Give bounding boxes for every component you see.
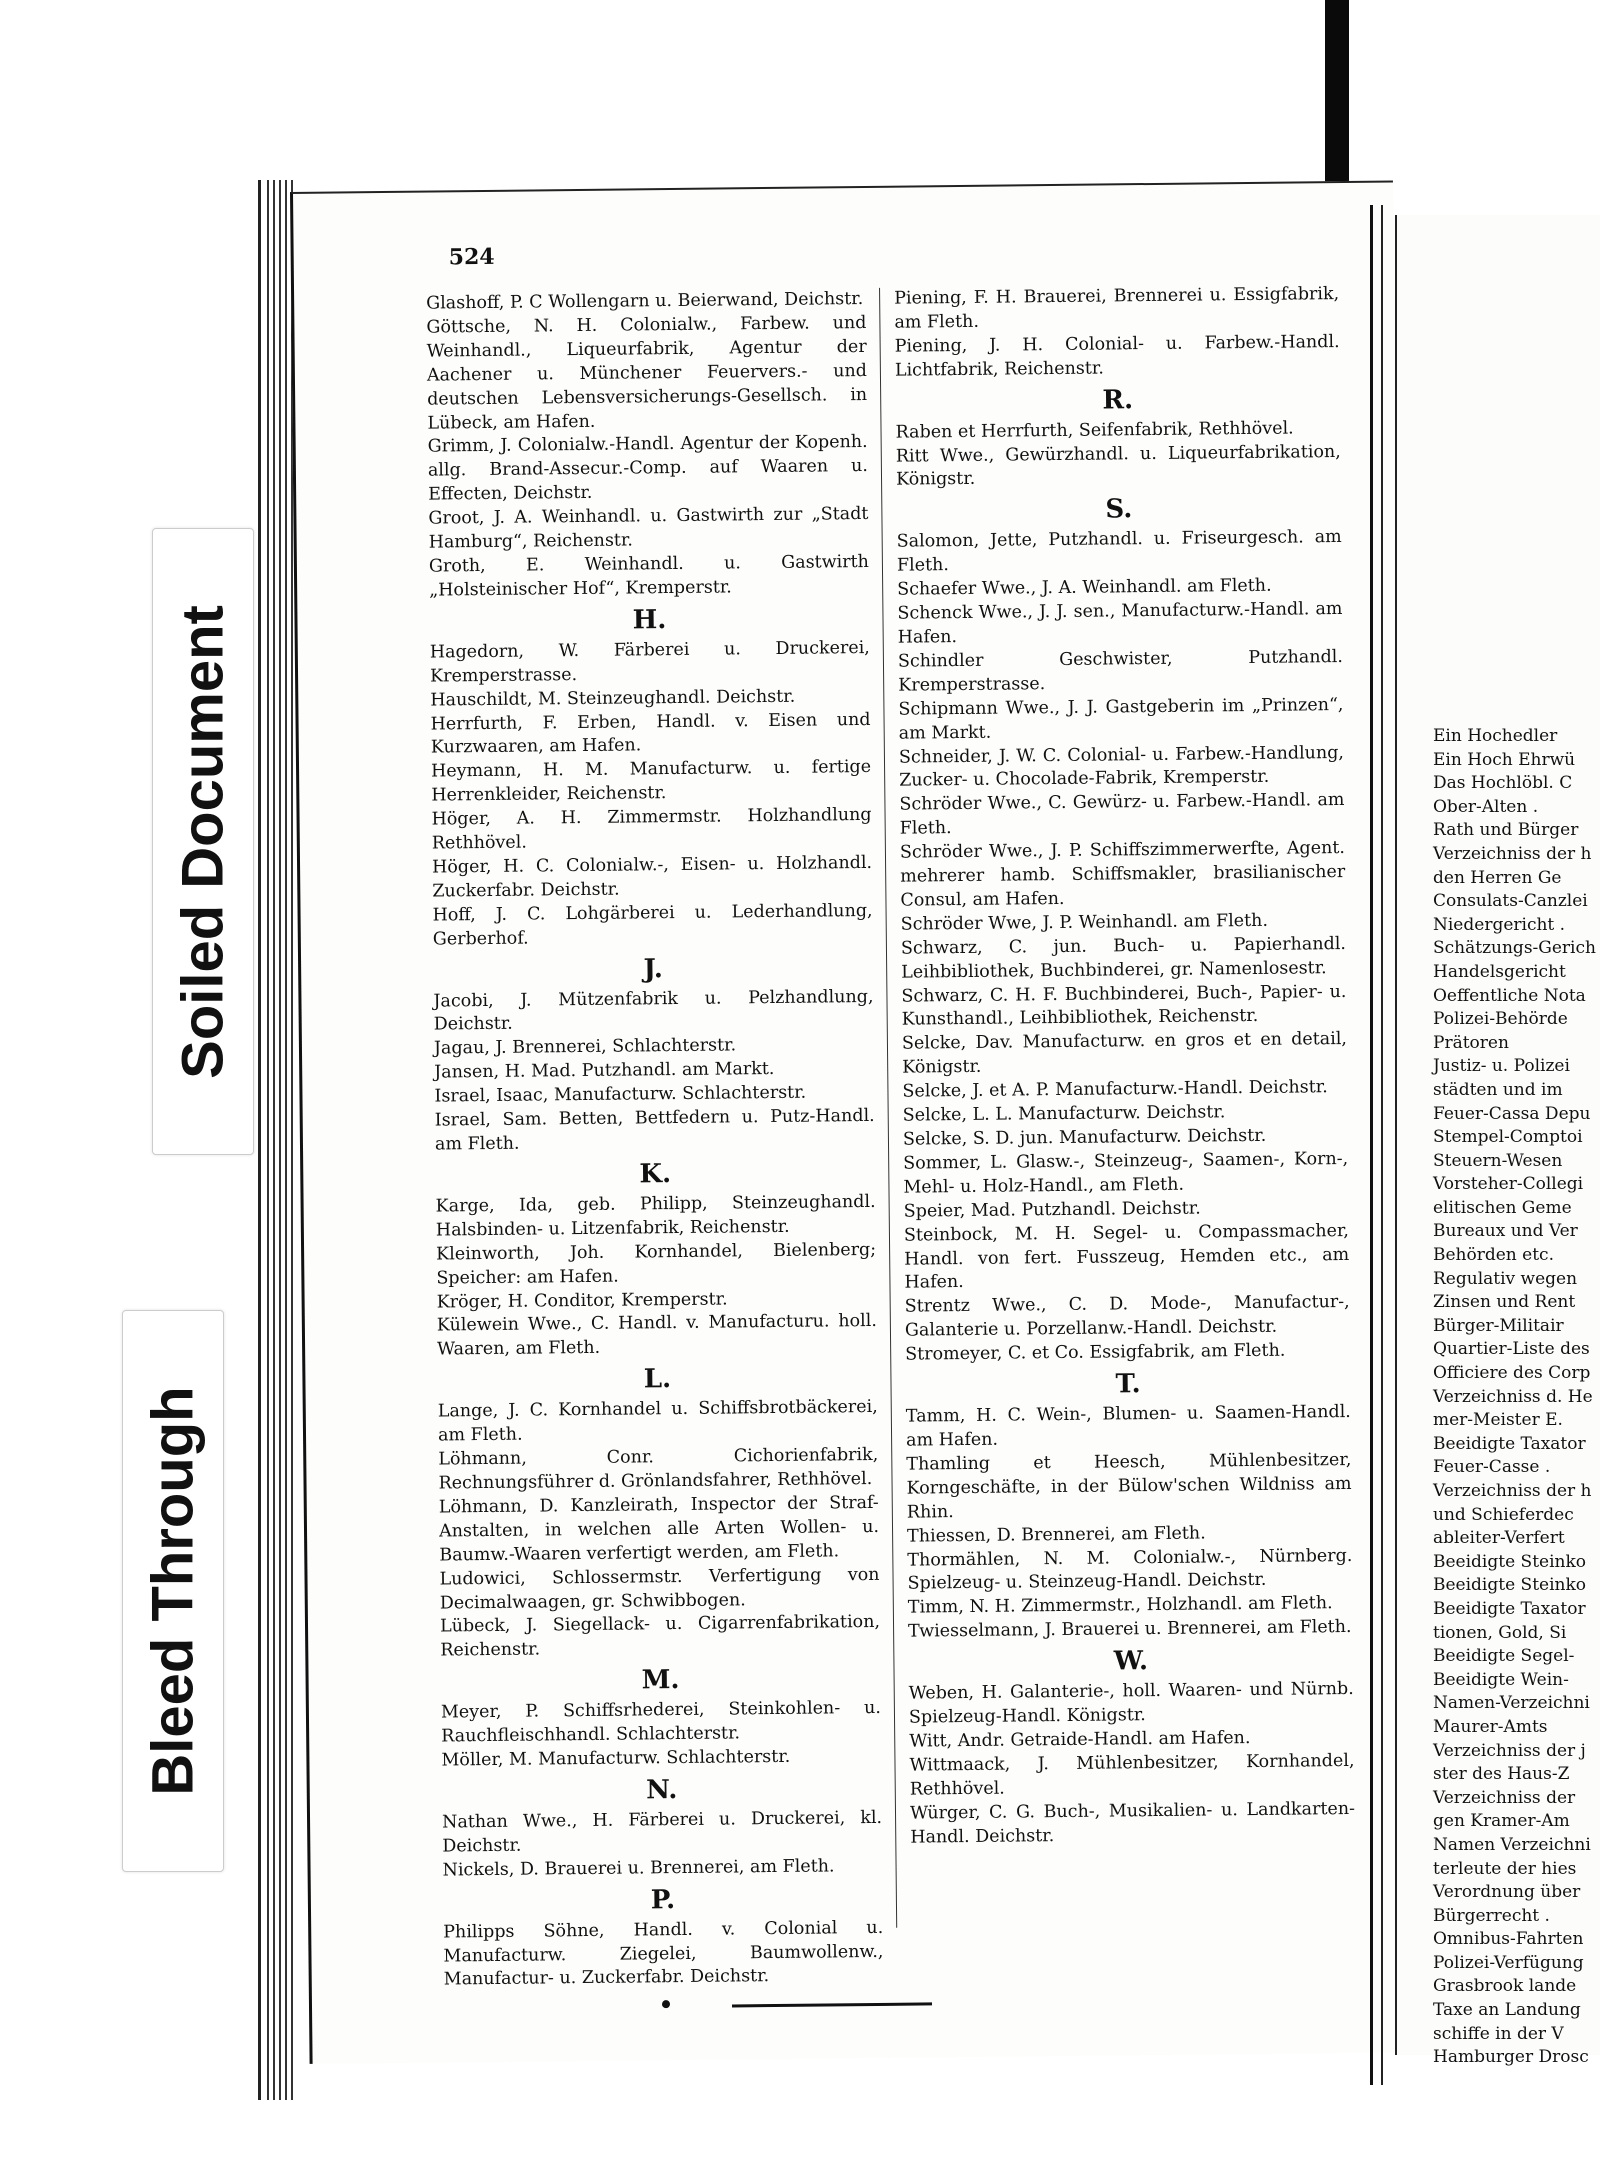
page-number: 524 xyxy=(448,243,495,271)
directory-entry: Hoff, J. C. Lohgärberei u. Lederhandlung, Gerberhof. xyxy=(432,900,873,950)
index-line: Beeidigte Segel- xyxy=(1433,1646,1575,1667)
section-letter: T. xyxy=(1115,1369,1141,1400)
directory-entry: Herrfurth, F. Erben, Handl. v. Eisen und Kurzwaaren, am Hafen. xyxy=(430,709,871,758)
index-line: Feuer-Casse . xyxy=(1433,1457,1551,1478)
directory-entry: Glashoff, P. C Wollengarn u. Beierwand, Deichstr. xyxy=(426,289,864,314)
directory-entry: Wittmaack, J. Mühlenbesitzer, Kornhandel, Rethhövel. xyxy=(909,1750,1355,1800)
index-line: Handelsgericht xyxy=(1433,961,1566,982)
index-line: Ober-Alten . xyxy=(1433,796,1539,817)
section-letter: N. xyxy=(646,1774,678,1806)
directory-entry: Höger, A. H. Zimmermstr. Holzhandlung Rethhövel. xyxy=(431,805,872,854)
directory-entry: Jagau, J. Brennerei, Schlachterstr. xyxy=(433,1035,737,1059)
index-line: Taxe an Landung xyxy=(1433,2000,1581,2021)
directory-entry: Kröger, H. Conditor, Kremperstr. xyxy=(436,1289,728,1313)
index-line: Namen Verzeichni xyxy=(1433,1834,1591,1855)
section-letter: S. xyxy=(1105,494,1133,525)
index-line: Regulativ wegen xyxy=(1433,1268,1578,1289)
section-letter: P. xyxy=(650,1884,676,1915)
index-line: Beeidigte Steinko xyxy=(1433,1551,1587,1572)
index-line: den Herren Ge xyxy=(1433,867,1562,888)
index-line: Verordnung über xyxy=(1433,1882,1581,1903)
directory-entry: Löhmann, Conr. Cichorienfabrik, Rechnungsführer d. Grönlandsfahrer, Rethhövel. xyxy=(438,1444,879,1494)
directory-entry: Möller, M. Manufacturw. Schlachterstr. xyxy=(441,1746,791,1771)
book-page xyxy=(290,180,1413,2063)
index-line: Oeffentliche Nota xyxy=(1433,985,1586,1006)
directory-entry: Thamling et Heesch, Mühlenbesitzer, Korngeschäfte, in der Bülow'schen Wildniss am Rhin. xyxy=(906,1449,1352,1523)
index-line: Zinsen und Rent xyxy=(1433,1292,1576,1313)
directory-entry: Israel, Sam. Betten, Bettfedern u. Putz-Handl. am Fleth. xyxy=(434,1106,875,1155)
index-line: Verzeichniss der h xyxy=(1433,843,1592,864)
directory-entry: Karge, Ida, geb. Philipp, Steinzeughandl. Halsbinden- u. Litzenfabrik, Reichenstr. xyxy=(435,1191,876,1241)
index-line: Beeidigte Taxator xyxy=(1433,1433,1586,1454)
directory-entry: Würger, C. G. Buch-, Musikalien- u. Landkarten-Handl. Deichstr. xyxy=(909,1798,1356,1848)
index-line: mer-Meister E. xyxy=(1433,1410,1563,1431)
directory-entry: Piening, J. H. Colonial- u. Farbew.-Handl. Lichtfabrik, Reichenstr. xyxy=(894,331,1340,381)
right-column xyxy=(894,283,1355,1850)
directory-entry: Raben et Herrfurth, Seifenfabrik, Rethhövel. xyxy=(895,418,1294,443)
section-letter: H. xyxy=(632,604,667,636)
section-letter: J. xyxy=(643,953,663,984)
directory-entry: Höger, H. C. Colonialw.-, Eisen- u. Holzhandl. Zuckerfabr. Deichstr. xyxy=(431,852,873,902)
directory-entry: Ritt Wwe., Gewürzhandl. u. Liqueurfabrikation, Königstr. xyxy=(895,441,1341,491)
directory-entry: Stromeyer, C. et Co. Essigfabrik, am Fleth. xyxy=(905,1340,1286,1365)
directory-entry: Göttsche, N. H. Colonialw., Farbew. und Weinhandl., Liqueurfabrik, Agentur der Aachener u. Münchener Feuervers.- und deutschen Lebensversicherungs-Gesellsch. in Lübeck, am Hafen. xyxy=(426,312,868,434)
directory-entry: Witt, Andr. Getraide-Handl. am Hafen. xyxy=(909,1727,1251,1752)
section-letter: L. xyxy=(643,1364,672,1395)
directory-entry: Weben, H. Galanterie-, holl. Waaren- und Nürnb. Spielzeug-Handl. Königstr. xyxy=(908,1679,1354,1728)
bleed-through-tab[interactable] xyxy=(122,1310,224,1872)
directory-entry: Twiesselmann, J. Brauerei u. Brennerei, am Fleth. xyxy=(908,1617,1352,1642)
index-line: Polizei-Behörde xyxy=(1433,1009,1568,1030)
index-line: Schätzungs-Gerich xyxy=(1433,938,1596,959)
footer-rule xyxy=(732,2002,932,2007)
directory-entry: Schwarz, C. H. F. Buchbinderei, Buch-, Papier- u. Kunsthandl., Leihbibliothek, Reichenstr. xyxy=(901,981,1347,1031)
index-line: ster des Haus-Z xyxy=(1433,1764,1570,1785)
directory-entry: Jacobi, J. Mützenfabrik u. Pelzhandlung, Deichstr. xyxy=(433,986,874,1036)
directory-entry: Israel, Isaac, Manufacturw. Schlachterstr. xyxy=(434,1082,807,1107)
index-line: Bürger-Militair xyxy=(1433,1315,1564,1336)
directory-entry: Groot, J. A. Weinhandl. u. Gastwirth zur „Stadt Hamburg“, Reichenstr. xyxy=(428,504,869,553)
index-line: Rath und Bürger xyxy=(1433,820,1579,841)
index-line: Verzeichniss der h xyxy=(1433,1481,1592,1501)
directory-entry: Heymann, H. M. Manufacturw. u. fertige Herrenkleider, Reichenstr. xyxy=(430,757,872,806)
index-line: gen Kramer-Am xyxy=(1433,1811,1570,1832)
bleed-through-label: Bleed Through xyxy=(140,1386,206,1796)
column-divider xyxy=(879,288,897,1928)
book-gutter xyxy=(1370,205,1383,2085)
directory-entry: Strentz Wwe., C. D. Mode-, Manufactur-, Galanterie u. Porzellanw.-Handl. Deichstr. xyxy=(904,1292,1350,1341)
directory-entry: Jansen, H. Mad. Putzhandl. am Markt. xyxy=(434,1059,775,1083)
index-line: Officiere des Corp xyxy=(1433,1363,1591,1384)
index-line: Ein Hoch Ehrwü xyxy=(1433,749,1576,770)
index-line: Maurer-Amts xyxy=(1433,1716,1548,1737)
directory-entry: Philipps Söhne, Handl. v. Colonial u. Manufacturw. Ziegelei, Baumwollenw., Manufactur- u. Zuckerfabr. Deichstr. xyxy=(443,1917,884,1990)
directory-entry: Schneider, J. W. C. Colonial- u. Farbew.-Handlung, Zucker- u. Chocolade-Fabrik, Kremperstr. xyxy=(898,742,1345,792)
index-line: elitischen Geme xyxy=(1433,1197,1572,1218)
directory-entry: Schipmann Wwe., J. J. Gastgeberin im „Prinzen“, am Markt. xyxy=(898,694,1344,744)
index-line: Prätoren xyxy=(1433,1032,1509,1053)
directory-entry: Piening, F. H. Brauerei, Brennerei u. Essigfabrik, am Fleth. xyxy=(894,284,1340,333)
directory-entry: Schröder Wwe, J. P. Weinhandl. am Fleth. xyxy=(900,910,1269,935)
directory-entry: Steinbock, M. H. Segel- u. Compassmacher, Handl. von fert. Fusszeug, Hemden etc., am Hafen. xyxy=(903,1220,1350,1294)
directory-entry: Külewein Wwe., C. Handl. v. Manufacturu. holl. Waaren, am Fleth. xyxy=(436,1311,877,1360)
directory-entry: Ludowici, Schlossermstr. Verfertigung von Decimalwaagen, gr. Schwibbogen. xyxy=(439,1564,880,1614)
directory-entry: Hauschildt, M. Steinzeughandl. Deichstr. xyxy=(430,686,796,711)
index-line: Namen-Verzeichni xyxy=(1433,1693,1590,1714)
section-letter: M. xyxy=(641,1665,680,1696)
index-line: Beeidigte Wein- xyxy=(1433,1669,1569,1690)
index-line: Ein Hochedler xyxy=(1433,726,1558,746)
index-line: Verzeichniss der j xyxy=(1433,1740,1586,1761)
soiled-document-tab[interactable] xyxy=(152,528,254,1155)
soiled-document-label: Soiled Document xyxy=(170,604,236,1079)
index-line: Beeidigte Taxator xyxy=(1433,1598,1586,1619)
directory-entry: Timm, N. H. Zimmermstr., Holzhandl. am Fleth. xyxy=(907,1593,1333,1618)
index-line: Feuer-Cassa Depu xyxy=(1433,1103,1591,1124)
directory-entry: Meyer, P. Schiffsrhederei, Steinkohlen- u. Rauchfleischhandl. Schlachterstr. xyxy=(440,1698,882,1747)
index-line: Steuern-Wesen xyxy=(1433,1150,1563,1171)
index-line: Quartier-Liste des xyxy=(1433,1339,1590,1360)
index-line: schiffe in der V xyxy=(1433,2023,1564,2044)
index-line: Verzeichniss der xyxy=(1433,1787,1576,1808)
index-line: Consulats-Canzlei xyxy=(1433,891,1588,912)
next-page xyxy=(1395,215,1600,2068)
section-letter: K. xyxy=(639,1158,672,1190)
directory-entry: Selcke, J. et A. P. Manufacturw.-Handl. Deichstr. xyxy=(902,1077,1328,1102)
index-line: und Schieferdec xyxy=(1433,1504,1574,1525)
directory-entry: Sommer, L. Glasw.-, Steinzeug-, Saamen-, Korn-, Mehl- u. Holz-Handl., am Fleth. xyxy=(903,1148,1349,1198)
directory-entry: Schröder Wwe., J. P. Schiffszimmerwerfte, Agent. mehrerer hamb. Schiffsmakler, brasilianischer Consul, am Hafen. xyxy=(899,838,1346,911)
section-letter: W. xyxy=(1113,1646,1149,1677)
directory-entry: Thormählen, N. M. Colonialw.-, Nürnberg. Spielzeug- u. Steinzeug-Handl. Deichstr. xyxy=(907,1545,1353,1595)
directory-entry: Lübeck, J. Siegellack- u. Cigarrenfabrikation, Reichenstr. xyxy=(439,1612,881,1661)
directory-entry: Hagedorn, W. Färberei u. Druckerei, Kremperstrasse. xyxy=(429,637,870,687)
directory-entry: Schaefer Wwe., J. A. Weinhandl. am Fleth. xyxy=(897,575,1272,600)
directory-entry: Schindler Geschwister, Putzhandl. Kremperstrasse. xyxy=(897,646,1344,696)
index-line: Das Hochlöbl. C xyxy=(1433,773,1573,794)
directory-entry: Selcke, L. L. Manufacturw. Deichstr. xyxy=(902,1102,1226,1126)
index-line: ableiter-Verfert xyxy=(1433,1528,1565,1549)
index-line: städten und im xyxy=(1433,1079,1563,1100)
index-line: Polizei-Verfügung xyxy=(1433,1952,1584,1973)
index-line: Beeidigte Steinko xyxy=(1433,1575,1587,1596)
footer-dot xyxy=(662,2000,670,2008)
directory-entry: Selcke, S. D. jun. Manufacturw. Deichstr. xyxy=(902,1125,1267,1150)
index-line: Stempel-Comptoi xyxy=(1433,1127,1583,1148)
index-line: Niedergericht . xyxy=(1433,914,1566,935)
directory-entry: Nathan Wwe., H. Färberei u. Druckerei, kl. Deichstr. xyxy=(441,1807,883,1857)
directory-entry: Thiessen, D. Brennerei, am Fleth. xyxy=(907,1523,1206,1547)
index-line: terleute der hies xyxy=(1433,1858,1577,1879)
directory-entry: Kleinworth, Joh. Kornhandel, Bielenberg; Speicher: am Hafen. xyxy=(436,1239,877,1289)
left-column xyxy=(426,288,884,1993)
directory-entry: Groth, E. Weinhandl. u. Gastwirth „Holsteinischer Hof“, Kremperstr. xyxy=(428,551,870,601)
directory-entry: Nickels, D. Brauerei u. Brennerei, am Fleth. xyxy=(442,1856,835,1881)
index-line: Verzeichniss d. He xyxy=(1433,1386,1593,1407)
directory-entry: Schröder Wwe., C. Gewürz- u. Farbew.-Handl. am Fleth. xyxy=(899,790,1345,839)
directory-entry: Tamm, H. C. Wein-, Blumen- u. Saamen-Handl. am Hafen. xyxy=(905,1402,1351,1451)
directory-entry: Schenck Wwe., J. J. sen., Manufacturw.-Handl. am Hafen. xyxy=(897,599,1343,648)
directory-entry: Salomon, Jette, Putzhandl. u. Friseurgesch. am Fleth. xyxy=(896,527,1342,576)
index-line: Behörden etc. xyxy=(1433,1245,1554,1266)
directory-entry: Lange, J. C. Kornhandel u. Schiffsbrotbäckerei, am Fleth. xyxy=(437,1397,878,1446)
index-line: Hamburger Drosc xyxy=(1433,2047,1589,2068)
index-line: Vorsteher-Collegi xyxy=(1433,1174,1584,1195)
directory-entry: Schwarz, C. jun. Buch- u. Papierhandl. Leihbibliothek, Buchbinderei, gr. Namenlosestr. xyxy=(900,933,1347,983)
index-line: Bürgerrecht . xyxy=(1433,1905,1550,1926)
directory-entry: Grimm, J. Colonialw.-Handl. Agentur der Kopenh. allg. Brand-Assecur.-Comp. auf Waaren u. Effecten, Deichstr. xyxy=(427,432,869,505)
scan-edge-bar xyxy=(1325,0,1349,205)
next-page-index xyxy=(1433,725,1596,2070)
index-line: Grasbrook lande xyxy=(1433,1976,1577,1997)
section-letter: R. xyxy=(1102,384,1134,416)
directory-entry: Selcke, Dav. Manufacturw. en gros et en detail, Königstr. xyxy=(901,1029,1348,1078)
index-line: Justiz- u. Polizei xyxy=(1433,1056,1570,1077)
index-line: Omnibus-Fahrten xyxy=(1433,1929,1584,1950)
index-line: tionen, Gold, Si xyxy=(1433,1622,1567,1643)
directory-entry: Löhmann, D. Kanzleirath, Inspector der Straf-Anstalten, in welchen alle Arten Wollen- u. Baumw.-Waaren verfertigt werden, am Fleth. xyxy=(438,1492,880,1566)
index-line: Bureaux und Ver xyxy=(1433,1221,1578,1242)
directory-entry: Speier, Mad. Putzhandl. Deichstr. xyxy=(903,1198,1201,1222)
